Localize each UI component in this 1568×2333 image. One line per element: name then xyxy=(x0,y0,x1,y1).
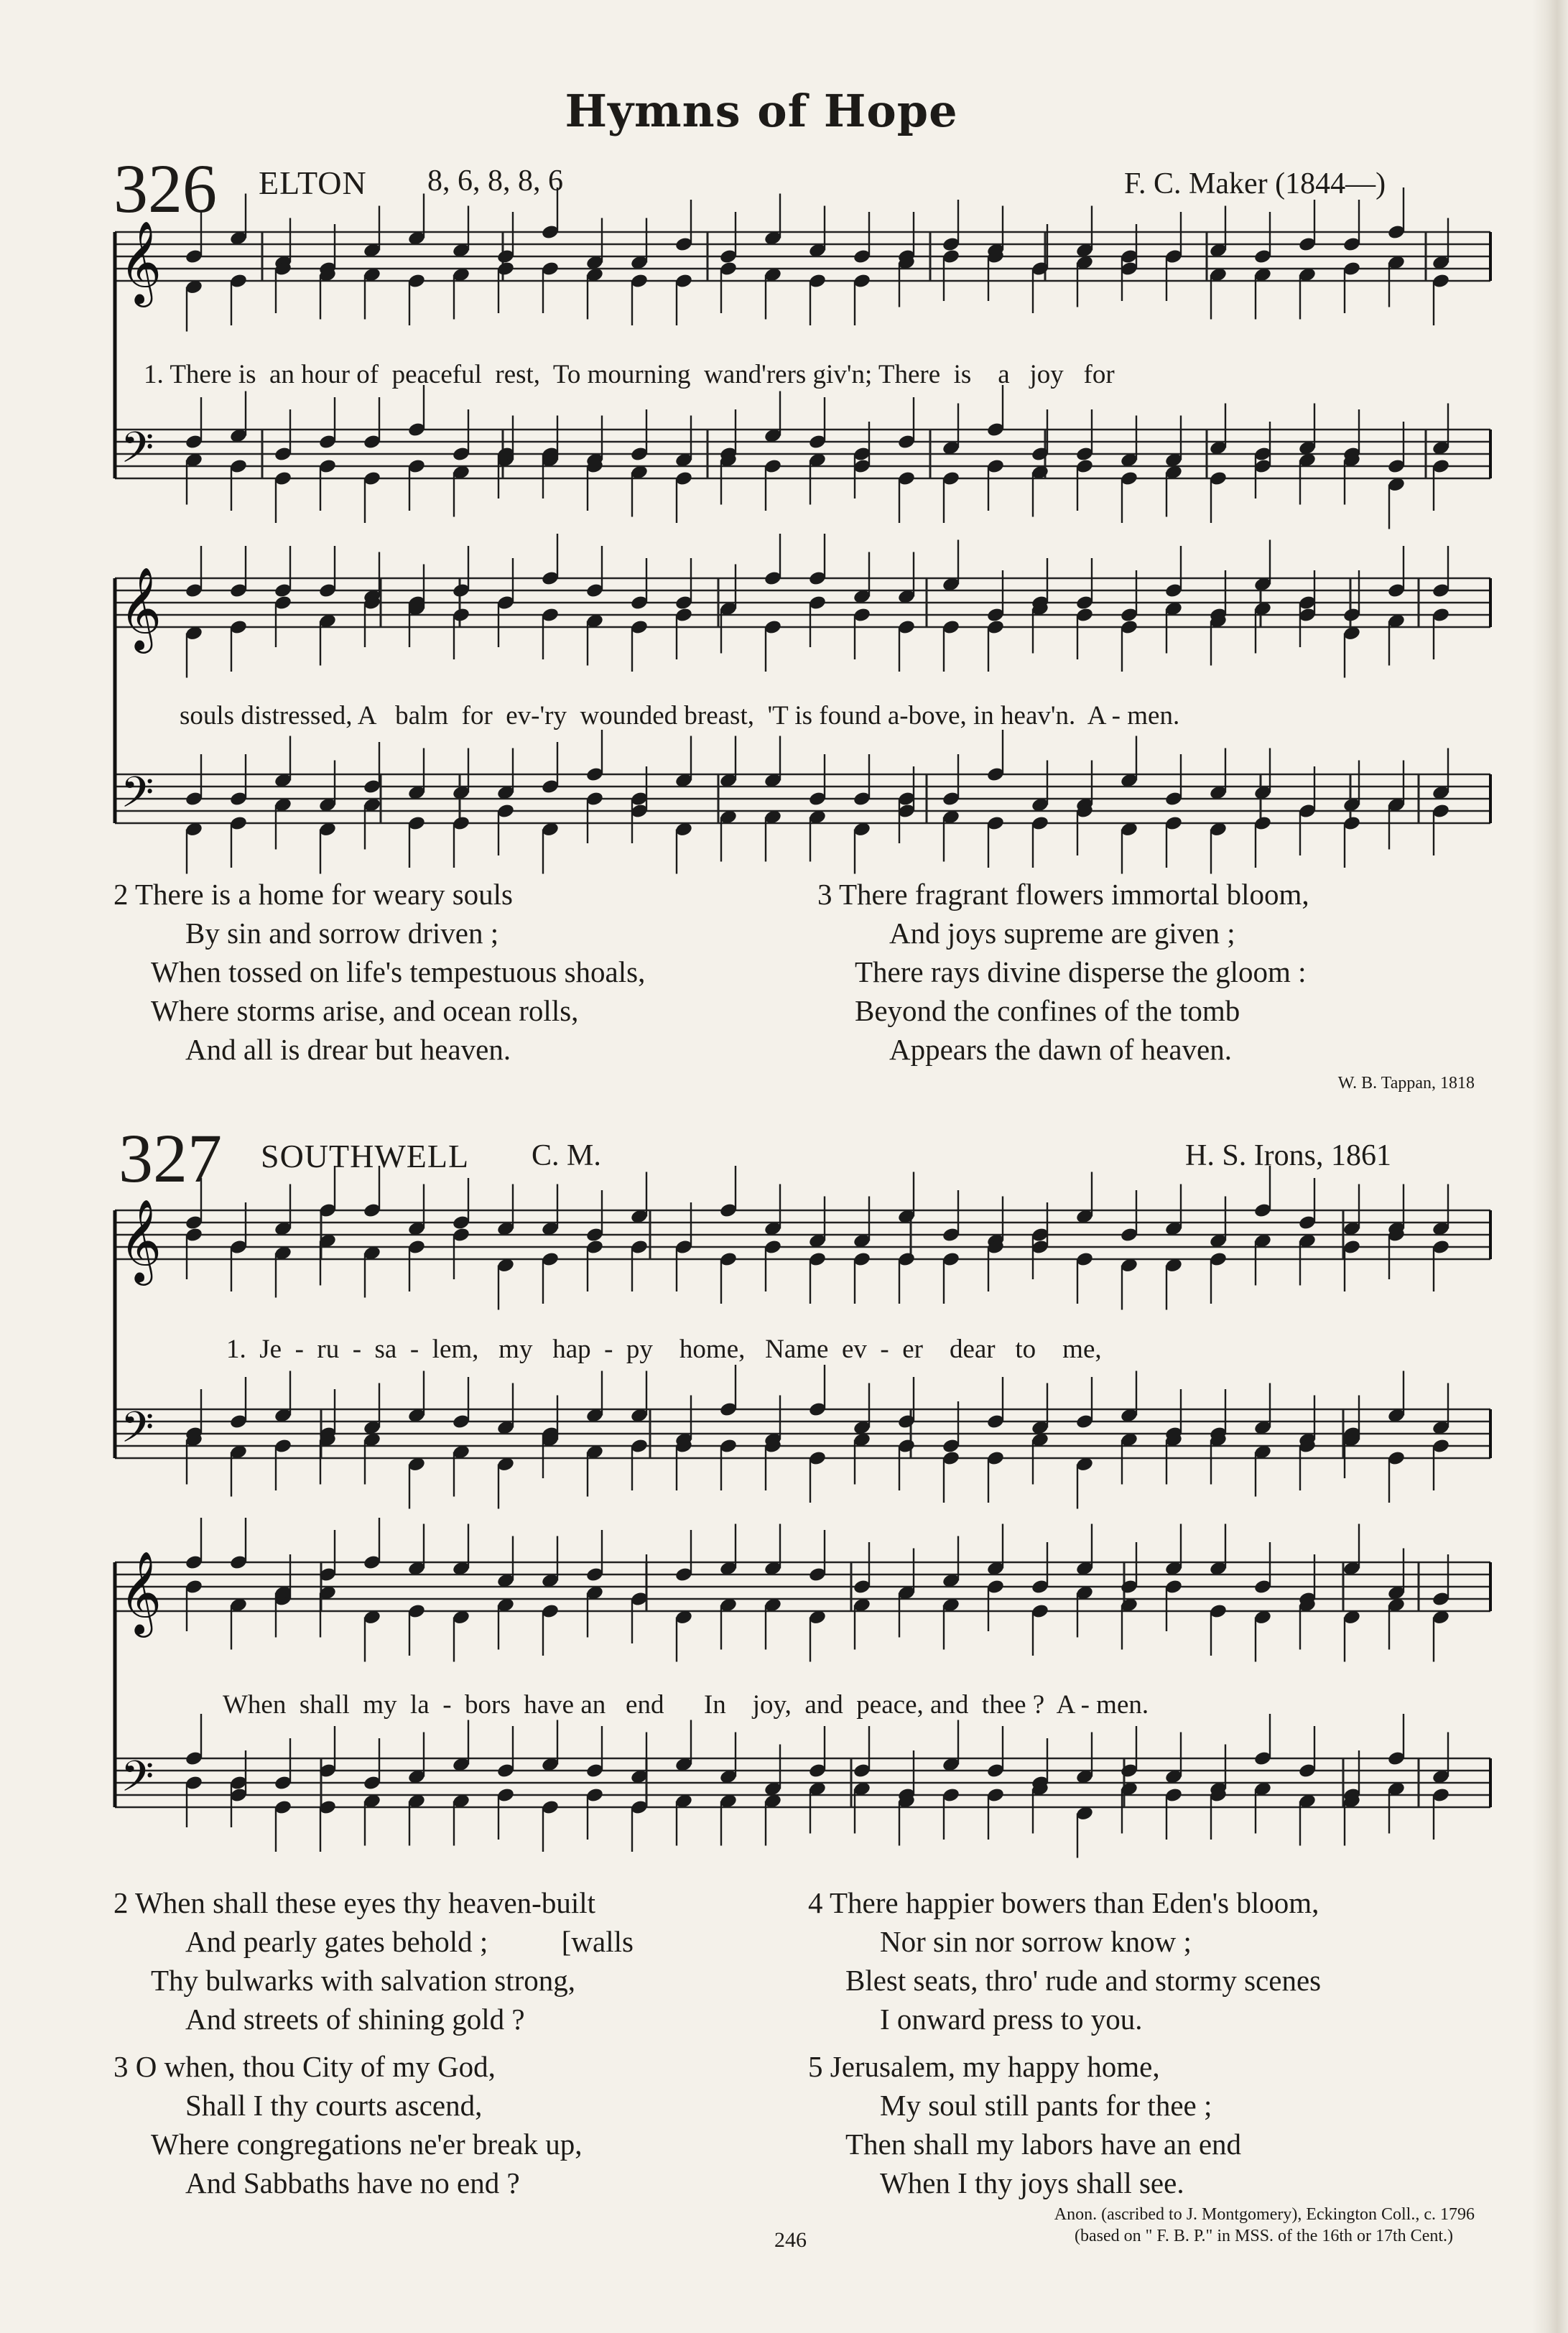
composer: H. S. Irons, 1861 xyxy=(1185,1139,1392,1172)
hymn-number: 326 xyxy=(113,150,217,227)
bass-clef-icon: 𝄢 xyxy=(121,767,154,827)
meter: C. M. xyxy=(532,1139,601,1172)
verse-number: 2 xyxy=(113,878,129,911)
verse: 2 There is a home for weary souls By sin and sorrow driven ; When tossed on life's tempestuous shoals, Where storms arise, and ocean rolls, And all is drear but heaven. xyxy=(113,878,646,1066)
lyric-line: souls distressed, A balm for ev-'ry wounded breast, 'T is found a-bove, in heav'n. A - men. xyxy=(180,701,1180,730)
treble-clef-icon: 𝄞 xyxy=(119,1198,162,1282)
meter: 8, 6, 8, 8, 6 xyxy=(427,164,563,198)
bass-clef-icon: 𝄢 xyxy=(121,1751,154,1812)
tune-name: ELTON xyxy=(259,164,367,201)
verse-number: 2 xyxy=(113,1886,129,1919)
author-credit: W. B. Tappan, 1818 xyxy=(1337,1074,1475,1093)
verse: 4 There happier bowers than Eden's bloom, Nor sin nor sorrow know ; Blest seats, thro' rude and stormy scenes I onward press to you. xyxy=(808,1886,1322,2036)
verse-number: 4 xyxy=(808,1886,823,1919)
verse: 3 There fragrant flowers immortal bloom, And joys supreme are given ; There rays divine disperse the gloom : Beyond the confines of the tomb Appears the dawn of heaven. xyxy=(817,878,1309,1066)
verse: 5 Jerusalem, my happy home, My soul still pants for thee ; Then shall my labors have an end When I thy joys shall see. xyxy=(808,2050,1242,2199)
lyric-line: 1. There is an hour of peaceful rest, To mourning wand'rers giv'n; There is a joy for xyxy=(144,360,1115,389)
tune-name: SOUTHWELL xyxy=(261,1138,470,1174)
verse: 3 O when, thou City of my God, Shall I thy courts ascend, Where congregations ne'er break up, And Sabbaths have no end ? xyxy=(113,2050,583,2199)
treble-clef-icon: 𝄞 xyxy=(119,1550,162,1634)
verse: 2 When shall these eyes thy heaven-built And pearly gates behold ; [walls Thy bulwarks with salvation strong, And streets of shining gold ? xyxy=(113,1886,634,2036)
bass-clef-icon: 𝄢 xyxy=(121,422,154,483)
author-credit: Anon. (ascribed to J. Montgomery), Eckington Coll., c. 1796 xyxy=(1054,2205,1475,2224)
page-number: 246 xyxy=(774,2228,807,2252)
verse-number: 5 xyxy=(808,2050,823,2083)
composer: F. C. Maker (1844—) xyxy=(1124,167,1386,200)
lyric-line: 1. Je - ru - sa - lem, my hap - py home, Name ev - er dear to me, xyxy=(226,1335,1102,1364)
treble-clef-icon: 𝄞 xyxy=(119,566,162,650)
bass-clef-icon: 𝄢 xyxy=(121,1402,154,1462)
author-credit: (based on " F. B. P." in MSS. of the 16th or 17th Cent.) xyxy=(1074,2227,1453,2245)
treble-clef-icon: 𝄞 xyxy=(119,220,162,304)
verse-number: 3 xyxy=(113,2050,129,2083)
hymn-number: 327 xyxy=(119,1120,222,1197)
verse-number: 3 xyxy=(817,878,832,911)
lyric-line: When shall my la - bors have an end In joy, and peace, and thee ? A - men. xyxy=(223,1690,1149,1720)
page-header: Hymns of Hope xyxy=(565,85,958,137)
